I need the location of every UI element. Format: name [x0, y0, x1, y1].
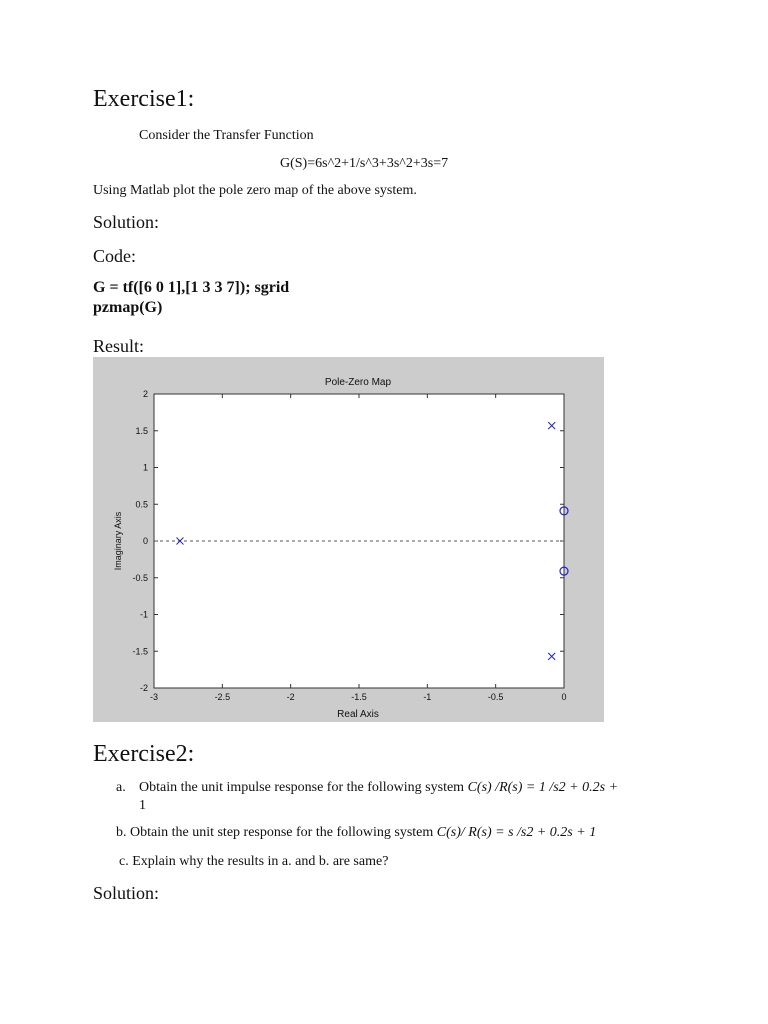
exercise2-item-a-text — [139, 780, 618, 796]
y-tick-label: 1 — [142, 462, 148, 473]
exercise1-task: Using Matlab plot the pole zero map of the above system. — [93, 183, 417, 198]
y-tick-label: -2 — [139, 683, 148, 693]
item-b-equation: C(s)/ R(s) = s /s2 + 0.2s + 1 — [436, 825, 597, 840]
transfer-function: G(S)=6s^2+1/s^3+3s^2+3s=7 — [280, 156, 449, 171]
x-tick-label: -2 — [286, 692, 295, 702]
y-tick-label: 2 — [142, 389, 148, 399]
code-line-1: G = tf([6 0 1],[1 3 3 7]); sgrid — [93, 279, 290, 296]
exercise2-item-b — [116, 825, 596, 841]
y-tick-label: -1 — [139, 609, 148, 620]
item-a-continuation: 1 — [139, 798, 146, 813]
y-tick-label: -1.5 — [132, 646, 148, 657]
solution-heading-2: Solution: — [93, 883, 160, 903]
x-tick-label: -2.5 — [214, 692, 231, 702]
x-tick-label: -1 — [423, 692, 432, 702]
chart-title: Pole-Zero Map — [324, 377, 392, 388]
x-tick-label: 0 — [561, 692, 567, 702]
y-tick-label: 1.5 — [135, 425, 148, 436]
item-a-equation: C(s) /R(s) = 1 /s2 + 0.2s + — [467, 780, 619, 795]
exercise1-intro: Consider the Transfer Function — [139, 128, 314, 143]
y-tick-label: 0.5 — [135, 499, 148, 510]
y-tick-label: 0 — [142, 536, 148, 546]
exercise2-heading: Exercise2: — [93, 741, 195, 767]
x-tick-label: -3 — [149, 692, 159, 702]
y-axis-label: Imaginary Axis — [113, 511, 123, 571]
x-tick-label: -0.5 — [487, 692, 504, 702]
exercise2-item-a — [116, 780, 126, 796]
code-line-2: pzmap(G) — [93, 299, 163, 316]
pole-zero-plot-panel — [93, 357, 604, 722]
item-a-text: Obtain the unit impulse response for the following system — [139, 780, 465, 795]
y-tick-label: -0.5 — [132, 572, 148, 583]
x-tick-label: -1.5 — [351, 692, 367, 702]
solution-heading-1: Solution: — [93, 212, 160, 232]
code-heading: Code: — [93, 246, 136, 266]
result-heading: Result: — [93, 336, 145, 356]
exercise1-heading: Exercise1: — [93, 86, 195, 112]
item-b-text: b. Obtain the unit step response for the following system — [116, 825, 434, 840]
pole-zero-map-chart — [93, 357, 604, 722]
item-a-marker: a. — [116, 780, 126, 795]
exercise2-item-c: c. Explain why the results in a. and b. are same? — [119, 854, 389, 869]
x-axis-label: Real Axis — [337, 709, 379, 720]
